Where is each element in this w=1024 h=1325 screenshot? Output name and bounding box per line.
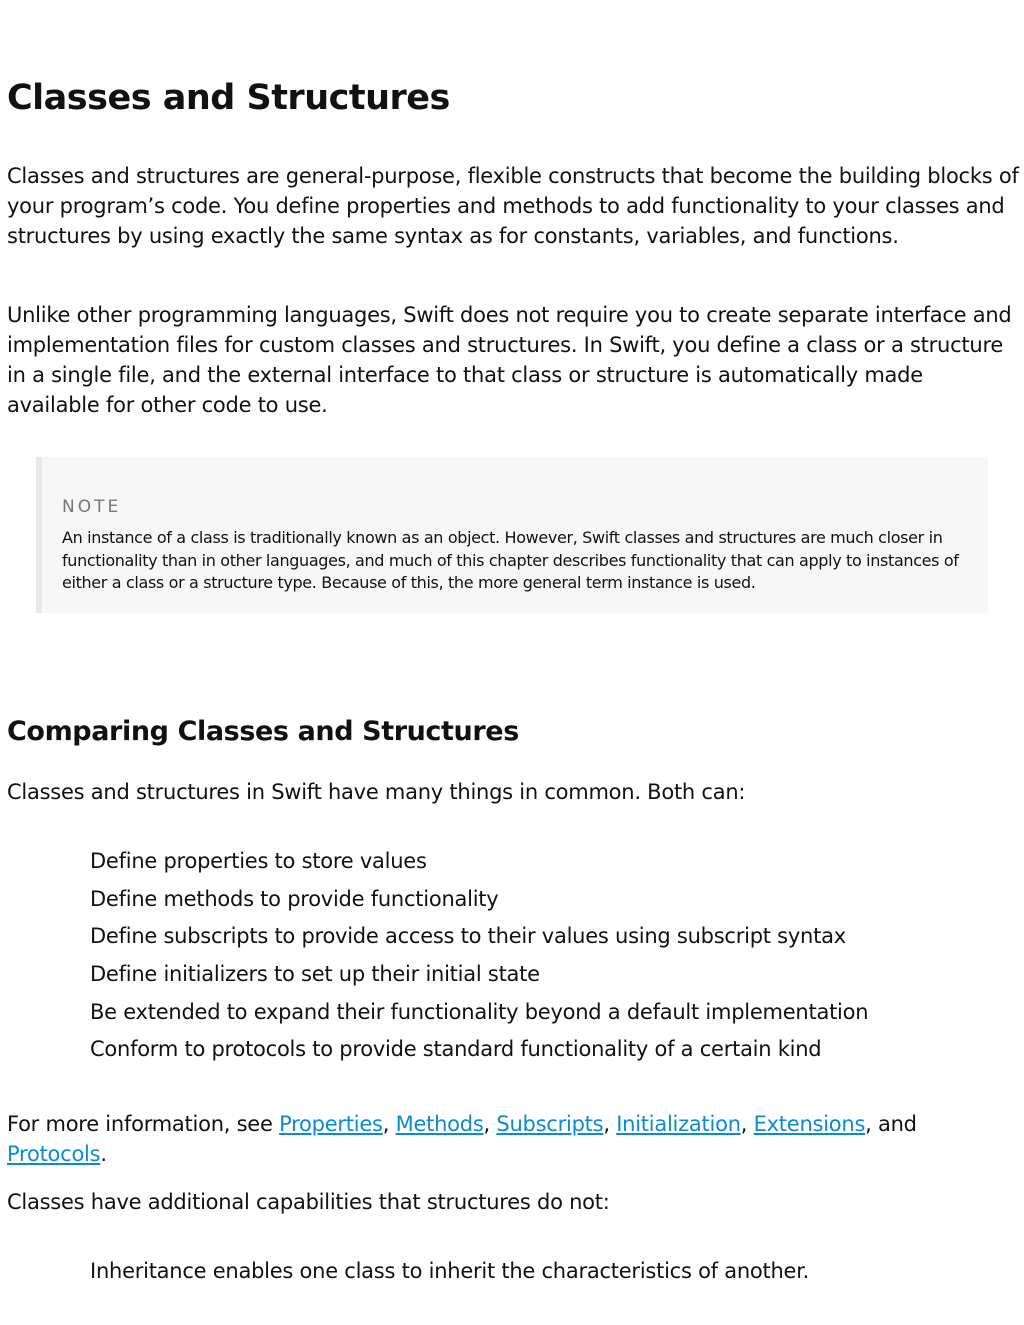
link-methods[interactable]: Methods [395,1112,484,1136]
intro-paragraph: Classes and structures are general-purpose, flexible constructs that become the building blocks of your program’s code. You define properties and methods to add functionality to your classes and structures by using exactly the same syntax as for constants, variables, and functions. [7,164,1019,248]
separator: , [740,1112,754,1136]
list-item: Define initializers to set up their initial state [90,962,540,987]
page-title: Classes and Structures [7,78,450,118]
section-heading: Comparing Classes and Structures [7,716,519,747]
list-item: Inheritance enables one class to inherit the characteristics of another. [90,1259,810,1283]
list-item: Define subscripts to provide access to their values using subscript syntax [90,924,846,949]
period: . [100,1142,107,1166]
separator: , [483,1112,497,1136]
separator: , [382,1112,396,1136]
section-lead: Classes and structures in Swift have many things in common. Both can: [7,780,746,804]
link-subscripts[interactable]: Subscripts [496,1112,604,1136]
classes-lead: Classes have additional capabilities that structures do not: [7,1190,610,1214]
note-box [36,457,988,613]
link-properties[interactable]: Properties [279,1112,383,1136]
separator: , and [865,1112,917,1136]
more-info-paragraph [7,1109,1019,1169]
list-item: Be extended to expand their functionality beyond a default implementation [90,999,869,1024]
common-capabilities-list [90,846,868,1072]
list-item: Conform to protocols to provide standard functionality of a certain kind [90,1037,822,1062]
note-label: NOTE [62,497,122,517]
list-item: Define properties to store values [90,849,427,873]
separator: , [603,1112,617,1136]
intro-paragraph: Unlike other programming languages, Swift does not require you to create separate interface and implementation files for custom classes and structures. In Swift, you define a class or a structure in a single file, and the external interface to that class or structure is automatically made available for other code to use. [7,303,1012,417]
more-info-prefix: For more information, see [7,1112,280,1136]
link-extensions[interactable]: Extensions [753,1112,866,1136]
class-capabilities-list [90,1256,809,1294]
note-text: An instance of a class is traditionally known as an object. However, Swift classes and structures are much closer in functionality than in other languages, and much of this chapter describes functionality that can apply to instances of either a class or a structure type. Because of this, the more general term instance is used. [62,528,959,592]
link-protocols[interactable]: Protocols [7,1142,101,1166]
link-initialization[interactable]: Initialization [616,1112,741,1136]
list-item: Define methods to provide functionality [90,886,499,911]
